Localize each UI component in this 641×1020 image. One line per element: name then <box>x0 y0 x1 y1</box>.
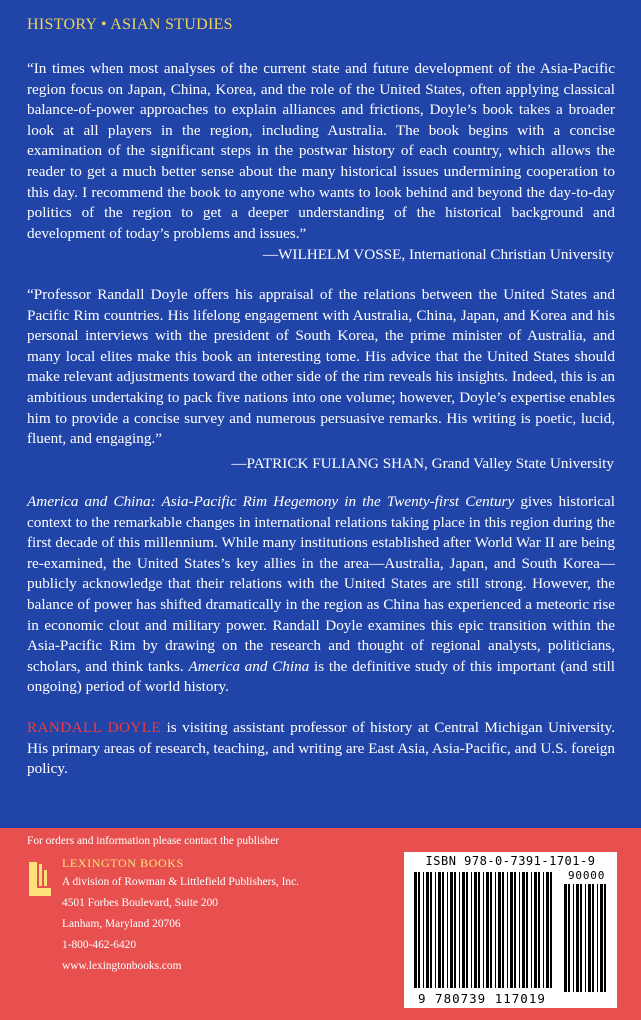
publisher-street: 4501 Forbes Boulevard, Suite 200 <box>62 897 218 909</box>
publisher-name: LEXINGTON BOOKS <box>62 856 184 870</box>
publisher-intro: For orders and information please contact the publisher <box>27 835 280 847</box>
publisher-city: Lanham, Maryland 20706 <box>62 918 181 930</box>
barcode-bar <box>534 872 537 988</box>
ean-digits: 9 780739 117019 <box>418 991 546 1006</box>
publisher-division: A division of Rowman & Littlefield Publishers, Inc. <box>62 876 299 888</box>
barcode-bar <box>522 872 525 988</box>
isbn-label: ISBN 978-0-7391-1701-9 <box>425 854 596 868</box>
review-affiliation-2: Grand Valley State University <box>431 455 614 472</box>
barcode-bar <box>435 872 436 988</box>
barcode-bar <box>454 872 456 988</box>
barcode-bar <box>531 872 532 988</box>
barcode-bar <box>568 884 570 992</box>
ean-barcode-icon <box>414 872 556 992</box>
barcode-bar <box>538 872 540 988</box>
barcode-bar <box>502 872 504 988</box>
author-name: RANDALL DOYLE <box>27 719 162 736</box>
review-author-1: —WILHELM VOSSE, <box>262 246 406 263</box>
barcode-bar <box>514 872 516 988</box>
barcode-bar <box>573 884 574 992</box>
description-text-1: gives historical context to the remarkable changes in international relations taking place in this region during the first decade of this millennium. While many institutions established after World War II are being re-examined, the United States’s key allies in the area—Australia, Japan, and South Korea—publicly acknowledge that their relations with the United States are still strong. However, the balance of power has shifted dramatically in the region as China has experienced a meteoric rise in economic clout and military power. Randall Doyle examines this epic transition within the Asia-Pacific Rim by drawing on the research and thought of regional analysts, politicians, scholars, and think tanks. <box>27 493 615 675</box>
barcode-bar <box>507 872 508 988</box>
addon-barcode-icon <box>564 884 610 992</box>
barcode-panel <box>404 852 617 1008</box>
barcode-bar <box>486 872 489 988</box>
description-text-2: is the definitive study of this important (and still ongoing) period of world history. <box>27 657 615 696</box>
review-quote-1: “In times when most analyses of the current state and future development of the Asia-Pacific region focus on Japan, China, Korea, and the role of the United States, often applying classical balance-of-power approaches to explain alliances and frictions, Doyle’s book takes a broader look at all players in the region, including Australia. The book begins with a concise examination of the significant steps in the postwar history of each country, which allows the reader to get a much better sense about the many historical issues undermining cooperation to this day. I recommend the book to anyone who wants to look behind and beyond the day-to-day politics of the region to get a deeper understanding of the historical background and development of today’s problems and issues.” <box>27 60 615 242</box>
barcode-bar <box>597 884 598 992</box>
barcode-bar <box>526 872 528 988</box>
category-label: HISTORY • ASIAN STUDIES <box>27 16 233 33</box>
barcode-bar <box>600 884 603 992</box>
barcode-bar <box>447 872 448 988</box>
book-short-title-italic: America and China <box>188 657 310 675</box>
price-addon-digits: 90000 <box>568 869 606 882</box>
author-bio-text: is visiting assistant professor of history at Central Michigan University. His primary areas of research, teaching, and writing are East Asia, Asia-Pacific, and U.S. foreign policy. <box>27 719 615 778</box>
barcode-bar <box>462 872 465 988</box>
review-affiliation-1: International Christian University <box>409 246 614 263</box>
barcode-bar <box>604 884 606 992</box>
barcode-bar <box>519 872 520 988</box>
barcode-bar <box>438 872 441 988</box>
publisher-website[interactable]: www.lexingtonbooks.com <box>62 960 182 972</box>
barcode-bar <box>450 872 453 988</box>
barcode-bar <box>490 872 492 988</box>
barcode-bar <box>466 872 468 988</box>
barcode-bar <box>580 884 582 992</box>
barcode-bar <box>442 872 444 988</box>
barcode-bar <box>478 872 480 988</box>
review-attribution-2 <box>231 454 614 474</box>
barcode-bar <box>459 872 460 988</box>
publisher-phone: 1-800-462-6420 <box>62 939 137 951</box>
barcode-bar <box>592 884 594 992</box>
barcode-bar <box>474 872 477 988</box>
barcode-bar <box>543 872 544 988</box>
barcode-bar <box>564 884 567 992</box>
barcode-bar <box>510 872 513 988</box>
barcode-bar <box>426 872 429 988</box>
barcode-bar <box>414 872 417 988</box>
review-quote-2: “Professor Randall Doyle offers his appraisal of the relations between the United States and Pacific Rim countries. His lifelong engagement with Australia, China, Japan, and Korea and his personal interviews with the president of South Korea, the prime minister of Australia, and many local elites make this book an interesting tome. His advice that the United States should make relevant adjustments toward the other side of the rim reveals his insights. Indeed, this is an ambitious undertaking to pack five nations into one volume; however, Doyle’s expertise enables him to provide a concise survey and numerous persuasive remarks. His writing is poetic, lucid, fluent, and engaging.” <box>27 286 615 448</box>
barcode-bar <box>471 872 472 988</box>
barcode-bar <box>483 872 484 988</box>
barcode-bar <box>550 872 552 988</box>
barcode-bar <box>588 884 591 992</box>
author-bio <box>27 718 615 780</box>
book-description <box>27 492 615 698</box>
barcode-bar <box>576 884 579 992</box>
barcode-bar <box>498 872 501 988</box>
review-author-2: —PATRICK FULIANG SHAN, <box>231 455 428 472</box>
barcode-bar <box>546 872 549 988</box>
barcode-bar <box>585 884 586 992</box>
barcode-bar <box>418 872 420 988</box>
barcode-bar <box>495 872 496 988</box>
publisher-logo-icon <box>27 860 55 900</box>
book-title-italic: America and China: Asia-Pacific Rim Hegemony in the Twenty-first Century <box>27 493 515 510</box>
review-attribution-1 <box>263 245 614 265</box>
barcode-bar <box>423 872 424 988</box>
barcode-bar <box>430 872 432 988</box>
